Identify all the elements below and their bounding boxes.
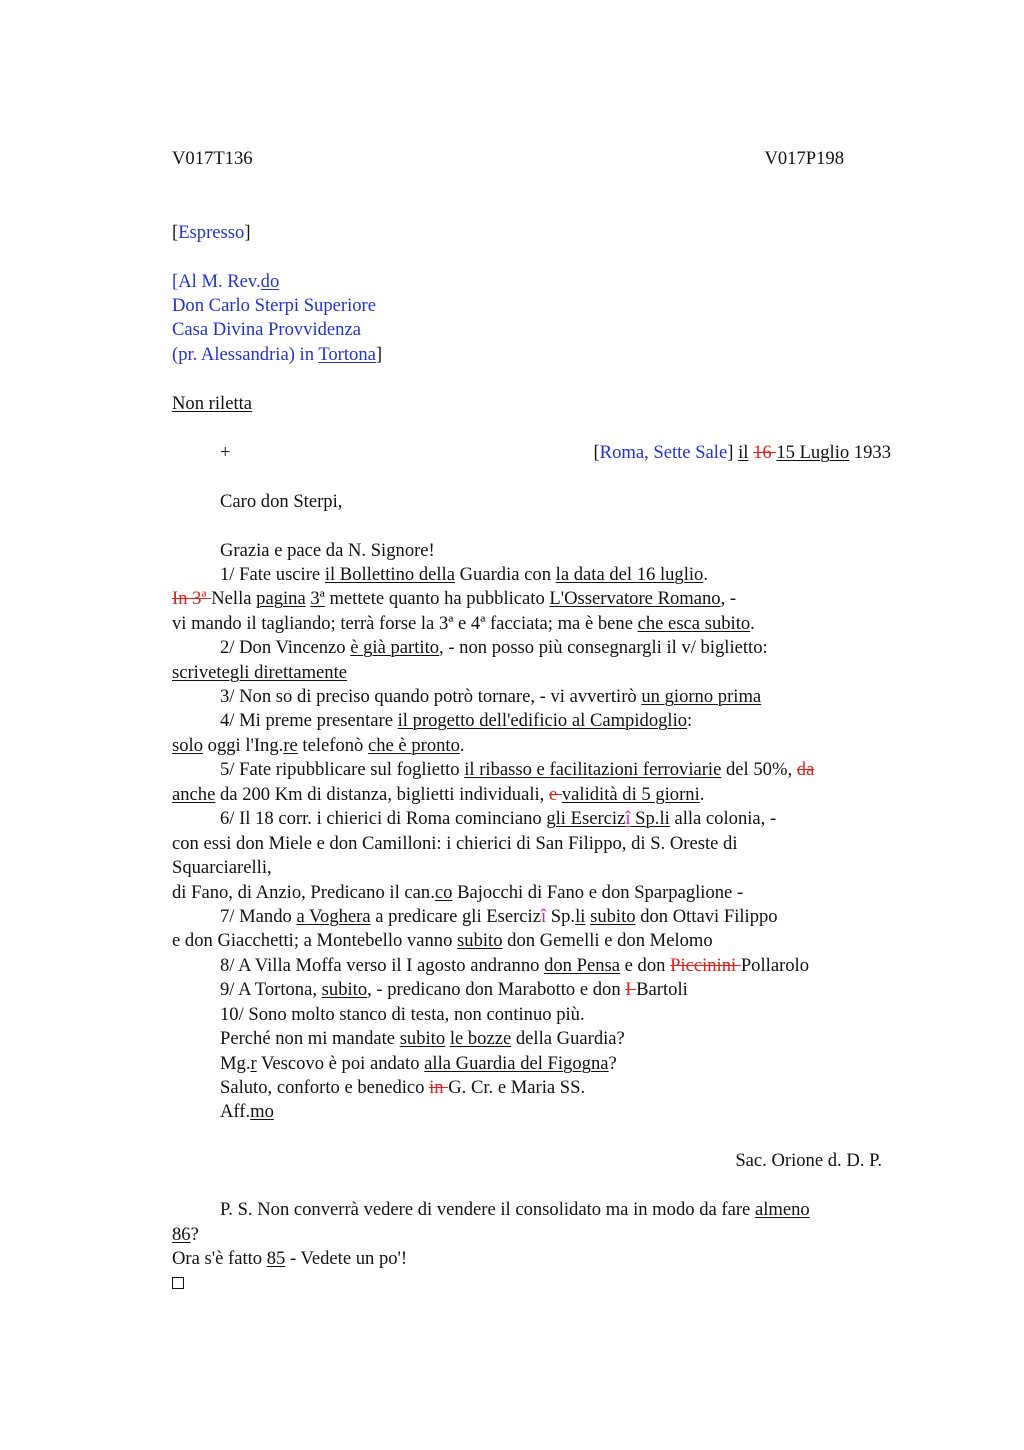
item-2: 2/ Don Vincenzo è già partito, - non posso più consegnargli il v/ biglietto:	[220, 637, 768, 658]
address-line-1: [Al M. Rev.do	[172, 271, 280, 292]
postscript-line-1: P. S. Non converrà vedere di vendere il consolidato ma in modo da fare almeno	[220, 1199, 810, 1220]
question-bishop: Mg.r Vescovo è poi andato alla Guardia del Figogna?	[220, 1053, 617, 1074]
item-5-line-2: anche da 200 Km di distanza, biglietti individuali, e validità di 5 giorni.	[172, 784, 705, 805]
espresso-label: Espresso	[178, 222, 245, 243]
item-6-line-2: con essi don Miele e don Camilloni: i chierici di San Filippo, di S. Oreste di	[172, 833, 738, 854]
item-4-line-2: solo oggi l'Ing.re telefonò che è pronto.	[172, 735, 465, 756]
item-1-line-3: vi mando il tagliando; terrà forse la 3ª e 4ª facciata; ma è bene che esca subito.	[172, 613, 755, 634]
item-5: 5/ Fate ripubblicare sul foglietto il ribasso e facilitazioni ferroviarie del 50%, da	[220, 759, 815, 780]
item-1-line-2: In 3ª Nella pagina 3ª mettete quanto ha pubblicato L'Osservatore Romano, -	[172, 588, 737, 609]
end-box-icon	[172, 1275, 184, 1294]
dateline: [Roma, Sette Sale] il 16 15 Luglio 1933	[593, 442, 891, 463]
address-line-2: Don Carlo Sterpi Superiore	[172, 295, 376, 316]
doc-code-left: V017T136	[172, 148, 253, 169]
item-6: 6/ Il 18 corr. i chierici di Roma cominciano gli Esercizî Sp.li alla colonia, -	[220, 808, 777, 829]
closing-affmo: Aff.mo	[220, 1101, 274, 1122]
question-proofs: Perché non mi mandate subito le bozze della Guardia?	[220, 1028, 625, 1049]
item-10: 10/ Sono molto stanco di testa, non continuo più.	[220, 1004, 585, 1025]
item-4: 4/ Mi preme presentare il progetto dell'edificio al Campidoglio:	[220, 710, 693, 731]
item-7-line-2: e don Giacchetti; a Montebello vanno subito don Gemelli e don Melomo	[172, 930, 713, 951]
address-line-3: Casa Divina Provvidenza	[172, 319, 361, 340]
item-2-line-2: scrivetegli direttamente	[172, 662, 348, 683]
postscript-line-3: Ora s'è fatto 85 - Vedete un po'!	[172, 1248, 408, 1269]
postscript-line-2: 86?	[172, 1224, 199, 1245]
address-line-4: (pr. Alessandria) in Tortona]	[172, 344, 383, 365]
salutation: Caro don Sterpi,	[220, 491, 343, 512]
item-3: 3/ Non so di preciso quando potrò tornare, - vi avvertirò un giorno prima	[220, 686, 762, 707]
item-8: 8/ A Villa Moffa verso il I agosto andranno don Pensa e don Piccinini Pollarolo	[220, 955, 810, 976]
doc-code-right: V017P198	[764, 148, 844, 169]
item-1: 1/ Fate uscire il Bollettino della Guardia con la data del 16 luglio.	[220, 564, 708, 585]
item-6-line-4: di Fano, di Anzio, Predicano il can.co Bajocchi di Fano e don Sparpaglione -	[172, 882, 744, 903]
cross-mark: +	[220, 442, 231, 463]
espresso-line: [Espresso]	[172, 222, 251, 243]
item-6-line-3: Squarciarelli,	[172, 857, 272, 878]
closing-blessing: Saluto, conforto e benedico in G. Cr. e Maria SS.	[220, 1077, 586, 1098]
greeting-line: Grazia e pace da N. Signore!	[220, 540, 435, 561]
non-riletta-note: Non riletta	[172, 393, 253, 414]
item-7: 7/ Mando a Voghera a predicare gli Esercizî Sp.li subito don Ottavi Filippo	[220, 906, 778, 927]
signature: Sac. Orione d. D. P.	[735, 1150, 882, 1171]
item-9: 9/ A Tortona, subito, - predicano don Marabotto e don I Bartoli	[220, 979, 688, 1000]
